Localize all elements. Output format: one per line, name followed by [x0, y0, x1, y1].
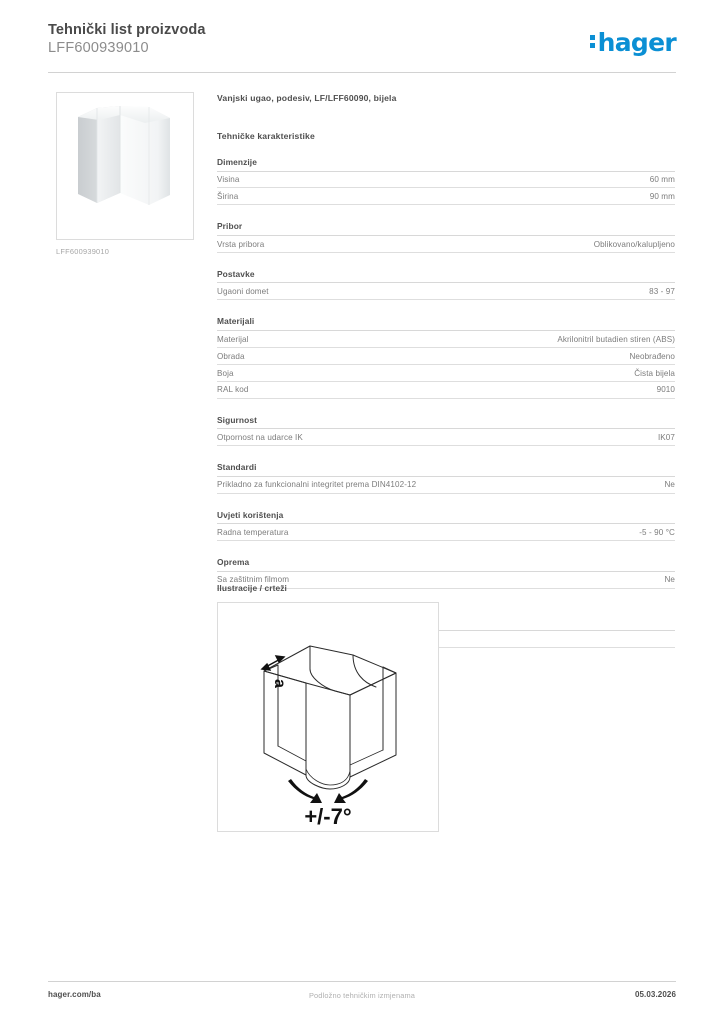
spec-group-title: Pribor	[217, 221, 675, 236]
spec-group-title: Oprema	[217, 557, 675, 572]
table-row	[217, 283, 675, 300]
footer-disclaimer: Podložno tehničkim izmjenama	[308, 991, 416, 1000]
footer-website-link[interactable]: hager.com/ba	[48, 990, 101, 999]
row-label: Prikladno za funkcionalni integritet prema DIN4102-12	[217, 480, 417, 490]
product-photo-icon	[57, 93, 193, 239]
footer-divider	[48, 981, 676, 982]
spec-groups	[217, 157, 675, 589]
row-value: Akrilonitril butadien stiren (ABS)	[557, 334, 675, 344]
table-row	[217, 477, 675, 494]
table-row	[217, 331, 675, 348]
product-figure	[56, 92, 194, 256]
spec-group	[217, 415, 675, 446]
row-label: Sa zaštitnim filmom	[217, 575, 290, 585]
row-value: Ne	[664, 575, 675, 585]
corner-fitting-drawing-icon	[218, 603, 438, 831]
row-label: Širina	[217, 192, 239, 202]
illustrations-section	[217, 583, 675, 832]
hager-logo	[590, 30, 676, 55]
table-row	[217, 382, 675, 399]
table-row	[217, 524, 675, 541]
row-value: 83 - 97	[649, 287, 675, 297]
table-row	[217, 365, 675, 382]
table-row	[217, 236, 675, 253]
row-value: 9010	[656, 385, 675, 395]
spec-group	[217, 221, 675, 252]
product-description: Vanjski ugao, podesiv, LF/LFF60090, bijela	[217, 93, 397, 103]
spec-group-title: Sigurnost	[217, 415, 675, 430]
spec-group-title: Uvjeti korištenja	[217, 510, 675, 525]
spec-group	[217, 510, 675, 541]
technical-drawing-frame	[217, 602, 439, 832]
logo-wordmark: hager	[597, 28, 676, 57]
footer-date: 05.03.2026	[634, 990, 676, 999]
specifications-column	[217, 92, 675, 648]
spec-group	[217, 157, 675, 205]
logo-colon-icon	[590, 34, 595, 51]
page-footer	[48, 990, 676, 1006]
page-title: Tehnički list proizvoda	[48, 22, 206, 38]
row-label: Ugaoni domet	[217, 287, 269, 297]
illustrations-title: Ilustracije / crteži	[217, 583, 287, 593]
spec-group-title: Dimenzije	[217, 157, 675, 172]
dimension-label-a: a	[271, 679, 288, 688]
row-label: Visina	[217, 175, 240, 185]
row-label: Boja	[217, 368, 234, 378]
spec-group	[217, 316, 675, 398]
row-value: Ne	[664, 480, 675, 490]
spec-group	[217, 269, 675, 300]
row-value: IK07	[657, 432, 675, 442]
spec-group-title: Standardi	[217, 462, 675, 477]
row-label: Radna temperatura	[217, 527, 289, 537]
technical-characteristics-heading: Tehničke karakteristike	[217, 131, 315, 141]
spec-group	[217, 462, 675, 493]
table-row	[217, 429, 675, 446]
header-divider	[48, 72, 676, 73]
row-label: Vrsta pribora	[217, 239, 265, 249]
spec-group-title: Postavke	[217, 269, 675, 284]
row-label: RAL kod	[217, 385, 249, 395]
product-reference: LFF600939010	[48, 40, 149, 56]
table-row	[217, 348, 675, 365]
row-value: Neobrađeno	[629, 351, 675, 361]
table-row	[217, 172, 675, 189]
spec-group-title: Materijali	[217, 316, 675, 331]
product-image-caption: LFF600939010	[56, 247, 110, 256]
row-value: Oblikovano/kalupljeno	[593, 239, 675, 249]
row-value: 90 mm	[649, 192, 675, 202]
row-value: 60 mm	[649, 175, 675, 185]
table-row	[217, 188, 675, 205]
angle-label: +/-7°	[304, 804, 352, 829]
row-label: Otpornost na udarce IK	[217, 432, 303, 442]
row-value: Čista bijela	[634, 368, 675, 378]
product-image-frame	[56, 92, 194, 240]
row-label: Materijal	[217, 334, 249, 344]
row-label: Obrada	[217, 351, 245, 361]
row-value: -5 - 90 °C	[639, 527, 675, 537]
page-header	[48, 22, 676, 72]
